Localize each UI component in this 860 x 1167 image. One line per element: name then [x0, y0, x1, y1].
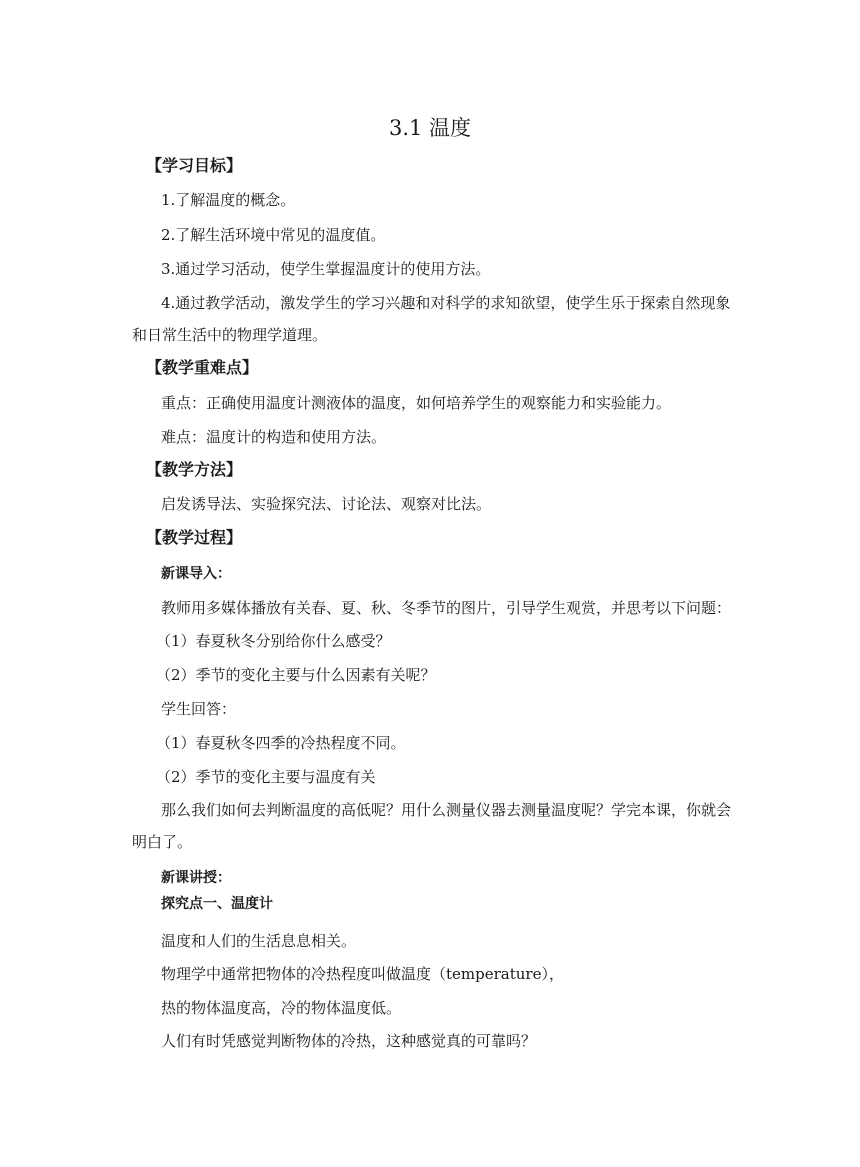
- explore-line-3: 热的物体温度高，冷的物体温度低。: [161, 999, 402, 1017]
- methods-heading: 【教学方法】: [146, 460, 243, 479]
- explore-heading: 探究点一、温度计: [161, 896, 273, 912]
- student-answer-2: （2）季节的变化主要与温度有关: [156, 768, 376, 786]
- process-heading: 【教学过程】: [146, 528, 243, 547]
- objective-item-4-continued: 和日常生活中的物理学道理。: [132, 326, 328, 344]
- objective-item-4: 4.通过教学活动，激发学生的学习兴趣和对科学的求知欲望，使学生乐于探索自然现象: [161, 294, 731, 312]
- objective-item-1: 1.了解温度的概念。: [161, 191, 296, 209]
- student-answer-label: 学生回答：: [161, 700, 237, 718]
- student-answer-1: （1）春夏秋冬四季的冷热程度不同。: [156, 734, 406, 752]
- methods-text: 启发诱导法、实验探究法、讨论法、观察对比法。: [161, 495, 492, 513]
- objective-item-3: 3.通过学习活动，使学生掌握温度计的使用方法。: [161, 260, 491, 278]
- intro-transition-continued: 明白了。: [132, 833, 193, 851]
- objectives-heading: 【学习目标】: [146, 156, 243, 175]
- intro-question-1: （1）春夏秋冬分别给你什么感受？: [156, 632, 391, 650]
- page-title: 3.1 温度: [388, 116, 472, 140]
- lecture-heading: 新课讲授：: [161, 870, 231, 886]
- explore-line-1: 温度和人们的生活息息相关。: [161, 932, 357, 950]
- intro-question-2: （2）季节的变化主要与什么因素有关呢？: [156, 666, 436, 684]
- key-points-heading: 【教学重难点】: [146, 358, 259, 377]
- intro-line-1: 教师用多媒体播放有关春、夏、秋、冬季节的图片，引导学生观赏，并思考以下问题：: [161, 599, 732, 617]
- explore-line-4: 人们有时凭感觉判断物体的冷热，这种感觉真的可靠吗？: [161, 1032, 537, 1050]
- intro-heading: 新课导入：: [161, 566, 231, 582]
- explore-line-2: 物理学中通常把物体的冷热程度叫做温度（temperature），: [161, 965, 564, 983]
- key-point-focus: 重点：正确使用温度计测液体的温度，如何培养学生的观察能力和实验能力。: [161, 394, 672, 412]
- objective-item-2: 2.了解生活环境中常见的温度值。: [161, 226, 386, 244]
- intro-transition: 那么我们如何去判断温度的高低呢？用什么测量仪器去测量温度呢？学完本课，你就会: [161, 801, 732, 819]
- key-point-difficulty: 难点：温度计的构造和使用方法。: [161, 428, 387, 446]
